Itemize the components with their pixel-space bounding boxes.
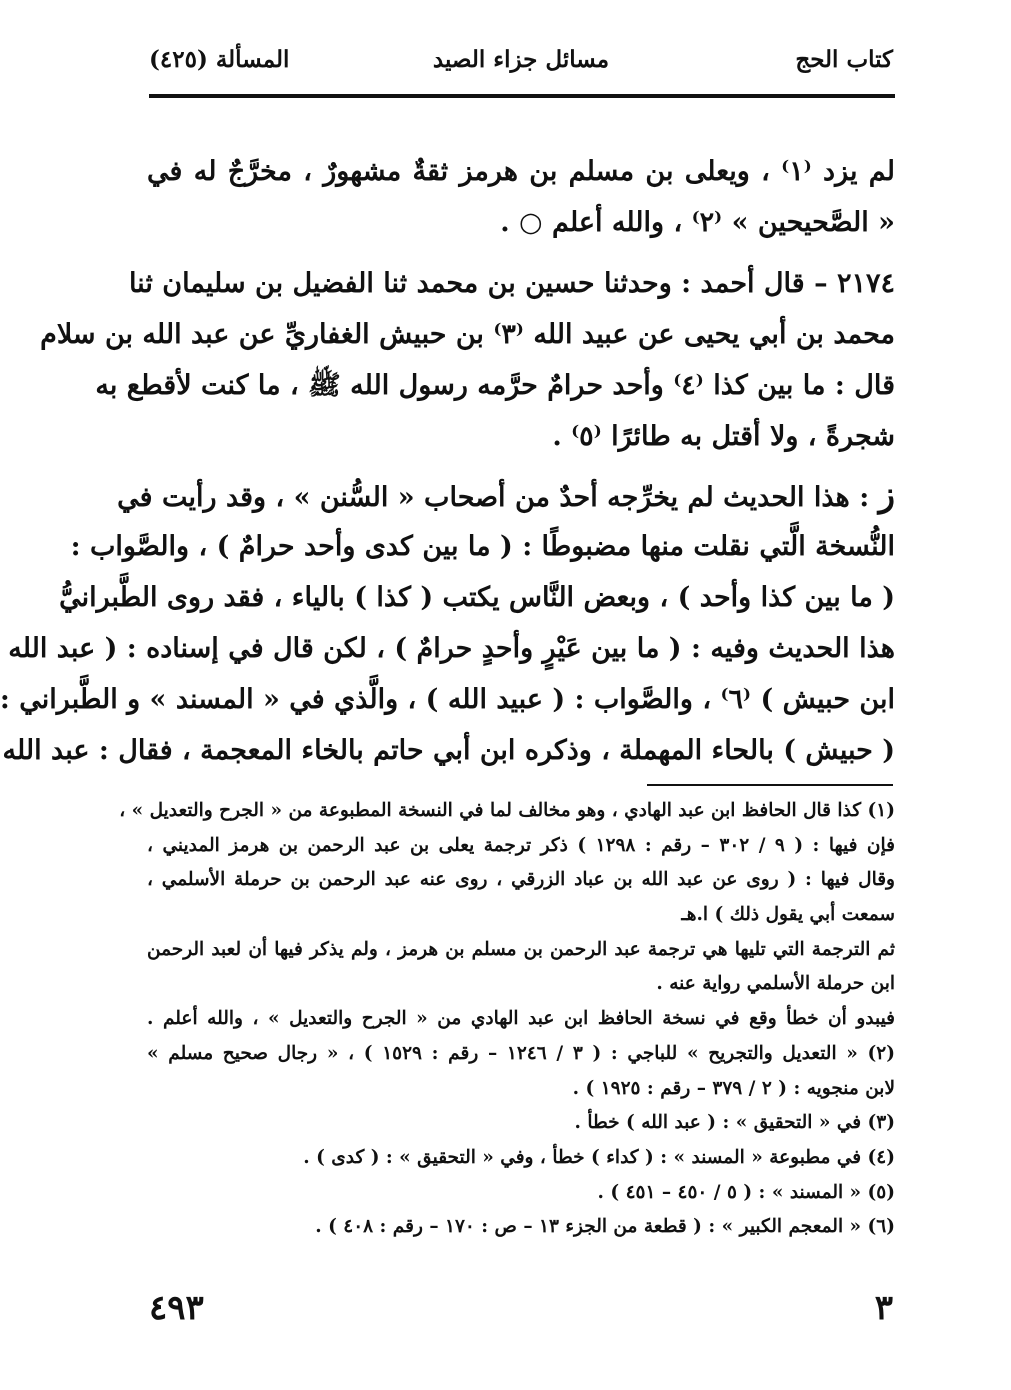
running-header bbox=[149, 38, 893, 86]
header-book-title: كتاب الحج bbox=[795, 46, 893, 73]
footnote-line: (١) كذا قال الحافظ ابن عبد الهادي ، وهو مخالف لما في النسخة المطبوعة من « الجرح والتعديل » ، bbox=[119, 800, 895, 821]
volume-number: ٣ bbox=[874, 1288, 893, 1328]
footnote-line: ثم الترجمة التي تليها هي ترجمة عبد الرحمن بن مسلم بن هرمز ، ولم يذكر فيها أن لعبد الرحمن bbox=[147, 938, 895, 960]
commentary-mark: ز bbox=[878, 475, 895, 515]
footnote-separator bbox=[647, 784, 893, 786]
footnote-line: ابن حرملة الأسلمي رواية عنه . bbox=[656, 973, 895, 995]
commentary-first-line: : هذا الحديث لم يخرِّجه أحدٌ من أصحاب « السُّنن » ، وقد رأيت في bbox=[117, 482, 870, 513]
text-line: هذا الحديث وفيه : ( ما بين عَيْرٍ وأحدٍ حرامٌ ) ، لكن قال في إسناده : ( عبد الله bbox=[8, 633, 895, 664]
footnote-line: (٣) في « التحقيق » : ( عبد الله ) خطأ . bbox=[574, 1112, 895, 1134]
text-line: ابن حبيش ) ⁽٦⁾ ، والصَّواب : ( عبيد الله ) ، والَّذي في « المسند » و الطَّبراني : bbox=[0, 684, 895, 715]
paragraph-continuation bbox=[147, 146, 895, 248]
hadith-number: ٢١٧٤ bbox=[836, 268, 895, 299]
footnote-line: لابن منجويه : ( ٢ / ٣٧٩ – رقم : ١٩٢٥ ) . bbox=[572, 1077, 895, 1099]
footnotes bbox=[119, 794, 895, 1245]
footnote-line: وقال فيها : ( روى عن عبد الله بن عباد الزرقي ، روى عنه عبد الرحمن بن حرملة الأسلمي ، bbox=[147, 869, 895, 891]
footnote-line: (٦) « المعجم الكبير » : ( قطعة من الجزء ١٣ – ص : ١٧٠ – رقم : ٤٠٨ ) . bbox=[315, 1216, 895, 1238]
footnote-line: سمعت أبي يقول ذلك ) ا.هـ bbox=[681, 904, 895, 926]
text-line: « الصَّحيحين » ⁽٢⁾ ، والله أعلم ○ . bbox=[500, 207, 895, 238]
text-line bbox=[128, 258, 895, 309]
text-line: ( ما بين كذا وأحد ) ، وبعض النَّاس يكتب ( كذا ) بالياء ، فقد روى الطَّبرانيُّ bbox=[59, 582, 895, 613]
header-rule bbox=[149, 94, 895, 98]
text-line: محمد بن أبي يحيى عن عبيد الله ⁽٣⁾ بن حبيش الغفاريِّ عن عبد الله بن سلام bbox=[40, 319, 895, 350]
header-section-title: مسائل جزاء الصيد bbox=[432, 46, 610, 73]
header-issue-number: المسألة (٤٢٥) bbox=[149, 46, 290, 73]
footnote-line: (٥) « المسند » : ( ٥ / ٤٥٠ – ٤٥١ ) . bbox=[597, 1181, 895, 1203]
text-line: شجرةً ، ولا أقتل به طائرًا ⁽٥⁾ . bbox=[552, 421, 895, 452]
text-line bbox=[117, 470, 895, 521]
text-line: النُّسخة الَّتي نقلت منها مضبوطًا : ( ما بين كدى وأحد حرامٌ ) ، والصَّواب : bbox=[70, 531, 895, 562]
hadith-paragraph bbox=[40, 258, 895, 462]
commentary-paragraph bbox=[0, 470, 895, 776]
hadith-first-line: – قال أحمد : وحدثنا حسين بن محمد ثنا الفضيل بن سليمان ثنا bbox=[128, 268, 828, 299]
text-line: قال : ما بين كذا ⁽٤⁾ وأحد حرامٌ حرَّمه رسول الله ﷺ ، ما كنت لأقطع به bbox=[95, 370, 895, 401]
text-line: ( حبيش ) بالحاء المهملة ، وذكره ابن أبي حاتم بالخاء المعجمة ، فقال : عبد الله bbox=[2, 735, 895, 766]
footnote-line: (٢) « التعديل والتجريح » للباجي : ( ٣ / ١٢٤٦ – رقم : ١٥٢٩ ) ، « رجال صحيح مسلم » bbox=[147, 1042, 895, 1064]
text-line: لم يزد ⁽١⁾ ، ويعلى بن مسلم بن هرمز ثقةٌ مشهورٌ ، مخرَّجٌ له في bbox=[147, 156, 895, 187]
page-number: ٤٩٣ bbox=[149, 1288, 204, 1328]
footnote-line: فإن فيها : ( ٩ / ٣٠٢ – رقم : ١٢٩٨ ) ذكر ترجمة يعلى بن عبد الرحمن بن هرمز المديني ، bbox=[147, 834, 895, 856]
footnote-line: (٤) في مطبوعة « المسند » : ( كداء ) خطأ ، وفي « التحقيق » : ( كدى ) . bbox=[303, 1146, 895, 1168]
footnote-line: فيبدو أن خطأ وقع في نسخة الحافظ ابن عبد الهادي من « الجرح والتعديل » ، والله أعلم . bbox=[147, 1008, 895, 1030]
